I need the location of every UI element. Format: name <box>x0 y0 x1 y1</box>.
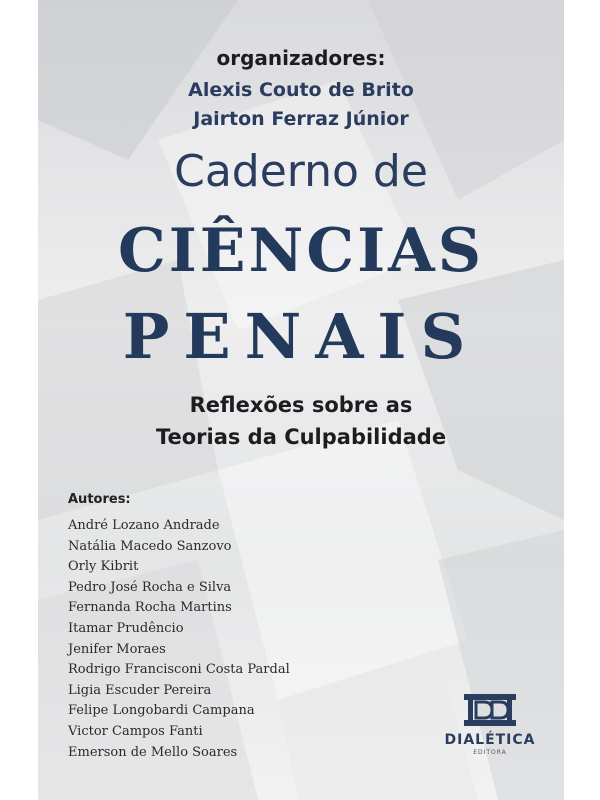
publisher-subtitle: EDITORA <box>473 749 507 756</box>
author-name: Itamar Prudêncio <box>68 620 184 636</box>
title-line-2: CIÊNCIAS <box>117 216 485 286</box>
author-name: Jenifer Moraes <box>68 641 166 657</box>
authors-label: Autores: <box>68 492 131 507</box>
book-cover <box>38 0 564 800</box>
author-name: Victor Campos Fanti <box>68 723 203 739</box>
author-name: Felipe Longobardi Campana <box>68 703 255 719</box>
author-name: Pedro José Rocha e Silva <box>68 579 232 595</box>
author-name: Rodrigo Francisconi Costa Pardal <box>68 662 290 678</box>
author-name: Ligia Escuder Pereira <box>68 682 212 698</box>
subtitle-line-1: Reflexões sobre as <box>189 393 413 417</box>
subtitle-line-2: Teorias da Culpabilidade <box>155 425 447 449</box>
organizers-label: organizadores: <box>216 46 386 70</box>
author-name: André Lozano Andrade <box>68 518 220 533</box>
publisher-name: DIALÉTICA <box>444 732 536 748</box>
author-name: Natália Macedo Sanzovo <box>68 538 232 554</box>
organizer-name: Jairton Ferraz Júnior <box>193 108 409 130</box>
author-name: Fernanda Rocha Martins <box>68 600 232 616</box>
authors-list <box>68 516 290 763</box>
author-name: Emerson de Mello Soares <box>68 744 238 760</box>
publisher-logo-icon <box>462 692 518 728</box>
organizer-name: Alexis Couto de Brito <box>188 79 414 101</box>
title-line-1: Caderno de <box>174 146 428 197</box>
author-name: Orly Kibrit <box>68 559 139 575</box>
publisher-block <box>430 692 550 756</box>
title-line-3: PENAIS <box>122 300 480 373</box>
